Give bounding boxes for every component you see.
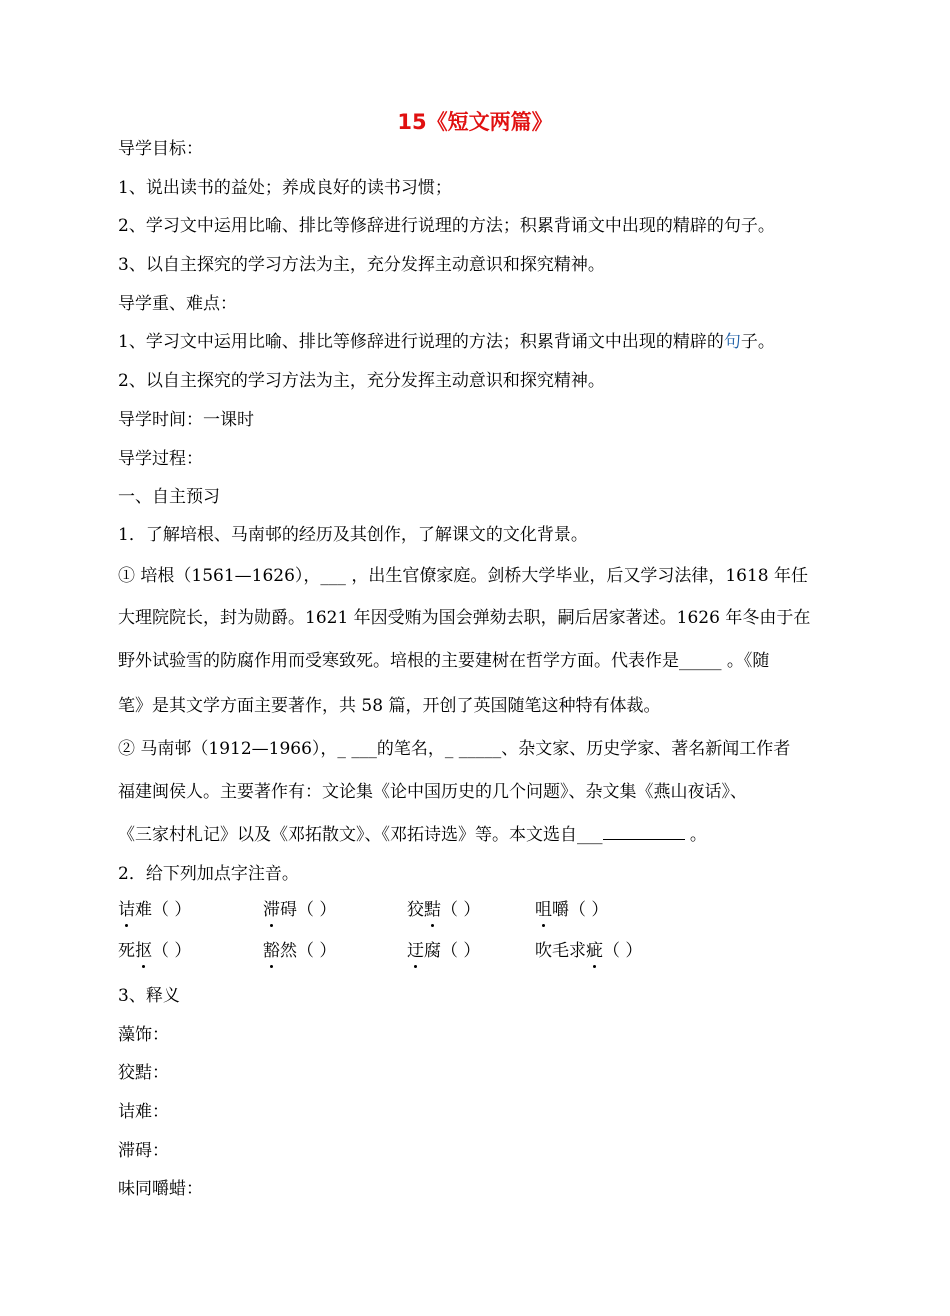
goal-item: 2、学习文中运用比喻、排比等修辞进行说理的方法；积累背诵文中出现的精辟的句子。 — [118, 216, 775, 236]
dotted-char: 咀 — [535, 900, 552, 920]
dotted-char: 黠 — [424, 900, 441, 920]
dotted-char: 疵 — [586, 941, 603, 961]
goal-item: 3、以自主探究的学习方法为主，充分发挥主动意识和探究精神。 — [118, 255, 605, 275]
term-item: 藻饰： — [118, 1025, 169, 1045]
dotted-char: 抠 — [135, 941, 152, 961]
key-item-highlight: 句 — [723, 332, 741, 352]
term-item: 诘难： — [118, 1102, 169, 1122]
dotted-char: 诘 — [118, 900, 135, 920]
answer-blank — [603, 824, 685, 840]
bacon-paragraph-line: 笔》是其文学方面主要著作，共 58 篇，开创了英国随笔这种特有体裁。 — [118, 696, 661, 716]
section-heading: 一、自主预习 — [118, 487, 220, 507]
ma-paragraph-line — [118, 824, 707, 846]
pinyin-item: 滞碍（ ） — [263, 900, 337, 920]
pinyin-item: 死抠（ ） — [118, 941, 192, 961]
dotted-char: 滞 — [263, 900, 280, 920]
key-item — [118, 331, 775, 353]
pinyin-item: 豁然（ ） — [263, 941, 337, 961]
lesson-time: 导学时间：一课时 — [118, 410, 254, 430]
goals-heading: 导学目标： — [118, 139, 203, 159]
goal-item: 1、说出读书的益处；养成良好的读书习惯； — [118, 178, 452, 198]
term-item: 狡黠： — [118, 1063, 169, 1083]
process-heading: 导学过程： — [118, 449, 203, 469]
bacon-paragraph-line: 野外试验雪的防腐作用而受寒致死。培根的主要建树在哲学方面。代表作是_____ 。《随 — [118, 651, 770, 671]
question-3: 3、释义 — [118, 986, 180, 1006]
dotted-char: 迂 — [407, 941, 424, 961]
key-item: 2、以自主探究的学习方法为主，充分发挥主动意识和探究精神。 — [118, 371, 605, 391]
question-2: 2．给下列加点字注音。 — [118, 864, 299, 884]
page-title: 15《短文两篇》 — [397, 110, 553, 134]
pinyin-item: 诘难（ ） — [118, 900, 192, 920]
question-1: 1．了解培根、马南邨的经历及其创作，了解课文的文化背景。 — [118, 525, 588, 545]
key-heading: 导学重、难点： — [118, 294, 237, 314]
key-item-end: 子。 — [740, 332, 775, 352]
term-item: 味同嚼蜡： — [118, 1179, 203, 1199]
pinyin-item: 咀嚼（ ） — [535, 900, 609, 920]
bacon-paragraph-line: 大理院院长，封为勋爵。1621 年因受贿为国会弹劾去职，嗣后居家著述。1626 年冬由于在 — [118, 608, 811, 628]
ma-paragraph-end: 。 — [684, 825, 707, 845]
term-item: 滞碍： — [118, 1141, 169, 1161]
ma-paragraph-line: ② 马南邨（1912—1966），_ ___的笔名，_ _____、杂文家、历史学家、著名新闻工作者 — [118, 739, 791, 759]
ma-paragraph-text: 《三家村札记》以及《邓拓散文》、《邓拓诗选》等。本文选自___ — [118, 825, 603, 845]
ma-paragraph-line: 福建闽侯人。主要著作有：文论集《论中国历史的几个问题》、杂文集《燕山夜话》、 — [118, 782, 747, 802]
bacon-paragraph-line: ① 培根（1561—1626），___ ，出生官僚家庭。剑桥大学毕业，后又学习法律，1618 年任 — [118, 566, 809, 586]
dotted-char: 豁 — [263, 941, 280, 961]
key-item-text: 1、学习文中运用比喻、排比等修辞进行说理的方法；积累背诵文中出现的精辟的 — [118, 332, 724, 352]
pinyin-item: 迂腐（ ） — [407, 941, 481, 961]
pinyin-item: 狡黠（ ） — [407, 900, 481, 920]
pinyin-item: 吹毛求疵（ ） — [535, 941, 643, 961]
